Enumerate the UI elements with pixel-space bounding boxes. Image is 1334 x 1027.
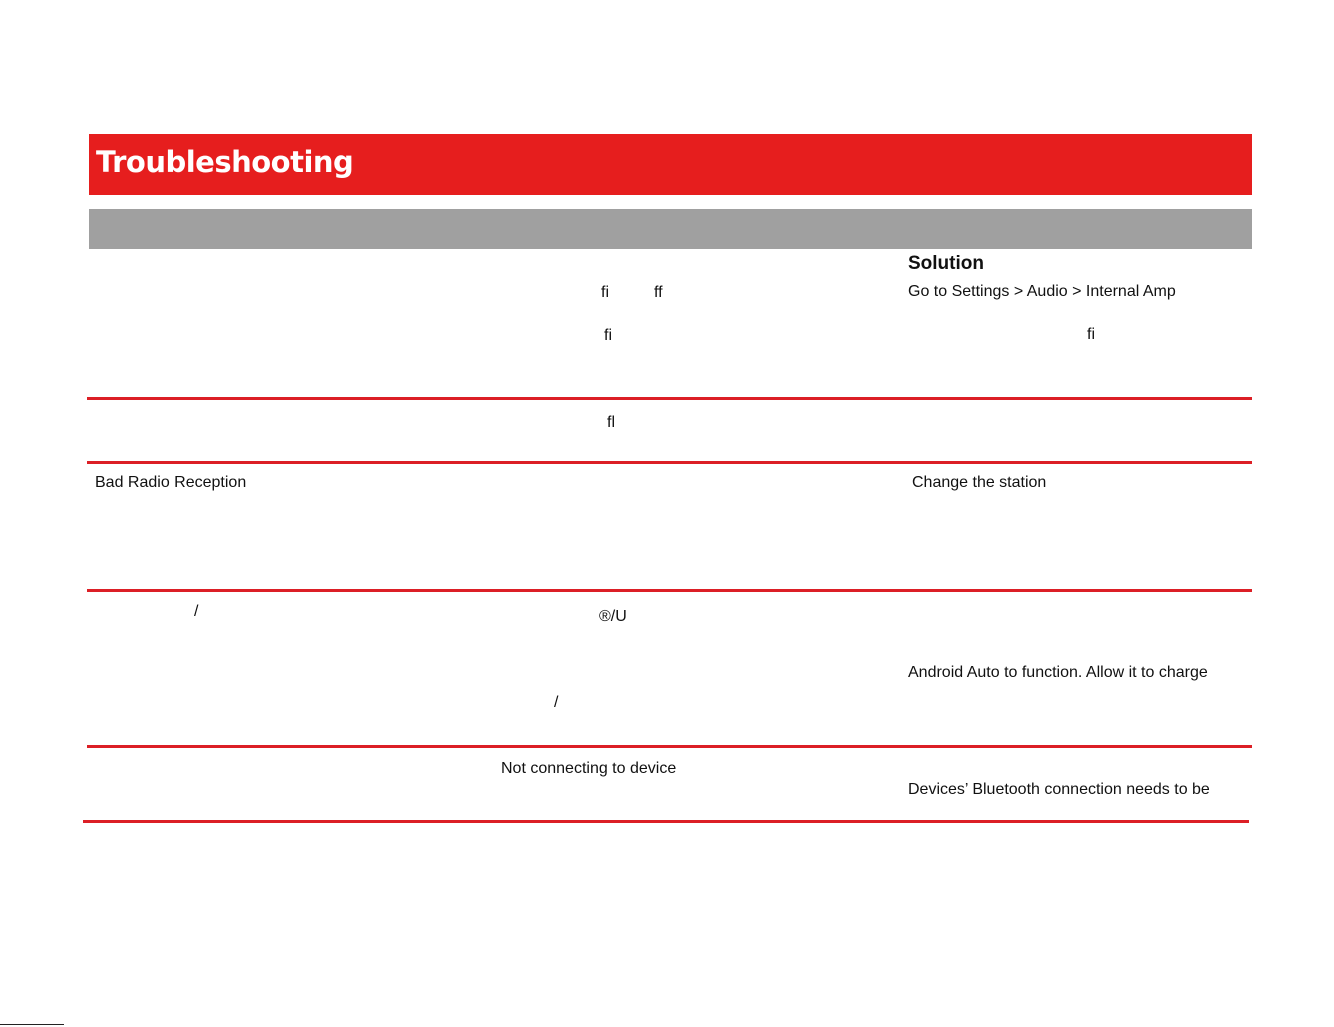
row1-solution-fragment: fi <box>1087 326 1095 343</box>
row3-issue: Bad Radio Reception <box>95 474 247 491</box>
section-title-bar <box>89 134 1252 195</box>
solution-column-header: Solution <box>908 253 984 274</box>
row4-cause-fragment-2: / <box>554 694 559 711</box>
row5-solution: Devices’ Bluetooth connection needs to be <box>908 781 1210 798</box>
row4-cause-fragment-1: ®/U <box>599 608 627 625</box>
row1-cause-fragment-1: fi <box>601 284 609 301</box>
footer-rule <box>0 1024 64 1025</box>
table-bottom-rule <box>83 820 1249 823</box>
row-divider <box>87 461 1252 464</box>
row1-cause-fragment-2: ff <box>654 284 663 301</box>
table-header-bar <box>89 209 1252 249</box>
row-divider <box>87 745 1252 748</box>
row1-solution-line-1: Go to Settings > Audio > Internal Amp <box>908 283 1176 300</box>
row-divider <box>87 397 1252 400</box>
row1-cause-fragment-3: fi <box>604 327 612 344</box>
section-title: Troubleshooting <box>96 145 354 179</box>
row5-cause: Not connecting to device <box>501 760 677 777</box>
row4-solution: Android Auto to function. Allow it to charge <box>908 664 1208 681</box>
row-divider <box>87 589 1252 592</box>
row4-issue-fragment: / <box>194 603 199 620</box>
row3-solution: Change the station <box>912 474 1047 491</box>
row2-cause-fragment: fl <box>607 414 615 431</box>
